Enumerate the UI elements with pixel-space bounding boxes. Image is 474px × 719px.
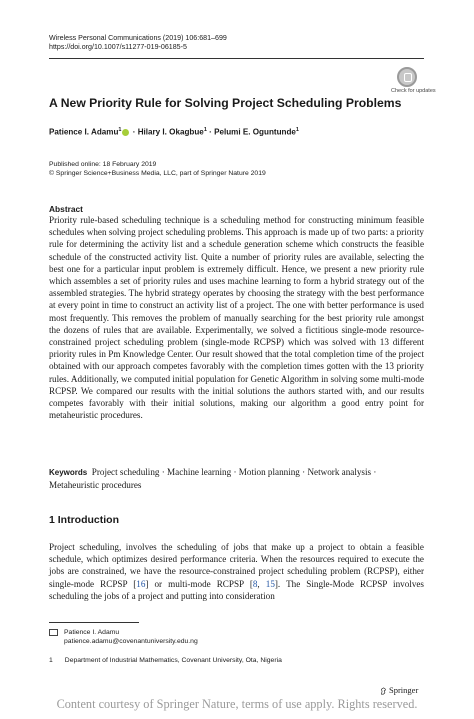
doi-link[interactable]: https://doi.org/10.1007/s11277-019-06185-5 [49, 43, 187, 51]
keywords-label: Keywords [49, 468, 88, 477]
author-affiliation-mark: 1 [295, 127, 299, 133]
intro-text-part: Project scheduling, involves the scheduling of jobs that make up a project to obtain a feasible schedule, which optimizes desired performance criteria. When the resources required to execute the jobs are constrained, we have the resource-constrained project scheduling problem (RCPSP), either single-mode RCPSP [ [49, 542, 424, 589]
citation-link[interactable]: 15 [265, 578, 275, 589]
author-list [49, 127, 299, 137]
author-separator: · [206, 127, 215, 137]
orcid-icon[interactable] [122, 129, 129, 136]
intro-text-part: , [257, 578, 266, 589]
intro-text-part: ] or multi-mode RCPSP [ [145, 578, 253, 589]
courtesy-notice: Content courtesy of Springer Nature, terms of use apply. Rights reserved. [56, 697, 418, 711]
keywords-block [49, 466, 424, 491]
article-title: A New Priority Rule for Solving Project Scheduling Problems [49, 96, 402, 110]
author-name[interactable]: Pelumi E. Oguntunde [214, 127, 296, 137]
contact-email[interactable]: patience.adamu@covenantuniversity.edu.ng [64, 638, 198, 645]
citation-link[interactable]: 16 [136, 578, 146, 589]
corresponding-author [49, 628, 119, 637]
abstract-heading: Abstract [49, 204, 83, 214]
springer-horse-icon [380, 687, 387, 695]
publisher-logo [380, 685, 418, 695]
citation-link[interactable]: 8 [252, 578, 258, 589]
check-updates-label: Check for updates [391, 88, 436, 94]
envelope-icon [49, 629, 58, 636]
journal-citation: Wireless Personal Communications (2019) 106:681–699 [49, 34, 227, 42]
affiliation-number: 1 [49, 657, 53, 664]
section-heading-introduction: 1 Introduction [49, 514, 119, 526]
abstract-text: Priority rule-based scheduling technique is a scheduling method for constructing minimum feasible schedules when solving project scheduling problems. This approach is made up of two parts: a priority rule for determining the activity list and a schedule generation scheme which constructs the feasible schedule of the constructed activity list. Quite a number of priority rules are available, selecting the best one for a particular input problem is extremely difficult. Hence, we present a new priority rule which assembles a set of priority rules and uses machine learning to form a hybrid strategy out of the assembled strategies. The hybrid strategy operates by choosing the strategy with the best performance at every point in time to construct an activity list of a project. The one with better performance is used most frequently. This removes the problem of manually searching for the best priority rule amongst the dozens of rules that are available. Experimentally, we solved a fictitious single-mode resource-constrained project scheduling problem (single-mode RCPSP) which was solved with 13 different priority rules in Pm Knowledge Center. Our result showed that the total completion time of the project obtained with our approach competes favorably with the completion times gotten with the 13 priority rules. Additionally, we computed initial population for Genetic Algorithm in solving some multi-mode RCPSP. We compared our results with the initial solutions the authors started with, and our results competes favorably with their initial solutions, making our algorithm a good entry point for metaheuristic procedures. [49, 215, 424, 421]
affiliation-footnote [49, 656, 282, 665]
check-updates-icon [397, 67, 417, 87]
published-date: Published online: 18 February 2019 [49, 161, 157, 168]
author-name[interactable]: Patience I. Adamu [49, 127, 119, 137]
keywords-text: Project scheduling · Machine learning · Motion planning · Network analysis · Metaheuristic procedures [49, 467, 377, 490]
header-divider [49, 58, 424, 59]
introduction-text [49, 541, 424, 602]
author-affiliation-mark: 1 [118, 127, 122, 133]
author-affiliation-mark: 1 [203, 127, 207, 133]
copyright-notice: © Springer Science+Business Media, LLC, part of Springer Nature 2019 [49, 170, 266, 177]
author-name[interactable]: Hilary I. Okagbue [137, 127, 204, 137]
affiliation-text: Department of Industrial Mathematics, Covenant University, Ota, Nigeria [64, 657, 282, 664]
author-separator: · [130, 127, 138, 137]
footnote-divider [49, 622, 139, 623]
intro-text-part: ]. The Single-Mode RCPSP involves scheduling the jobs of a project and putting into consideration [49, 578, 424, 601]
publisher-name: Springer [389, 685, 419, 695]
contact-name: Patience I. Adamu [64, 629, 120, 636]
